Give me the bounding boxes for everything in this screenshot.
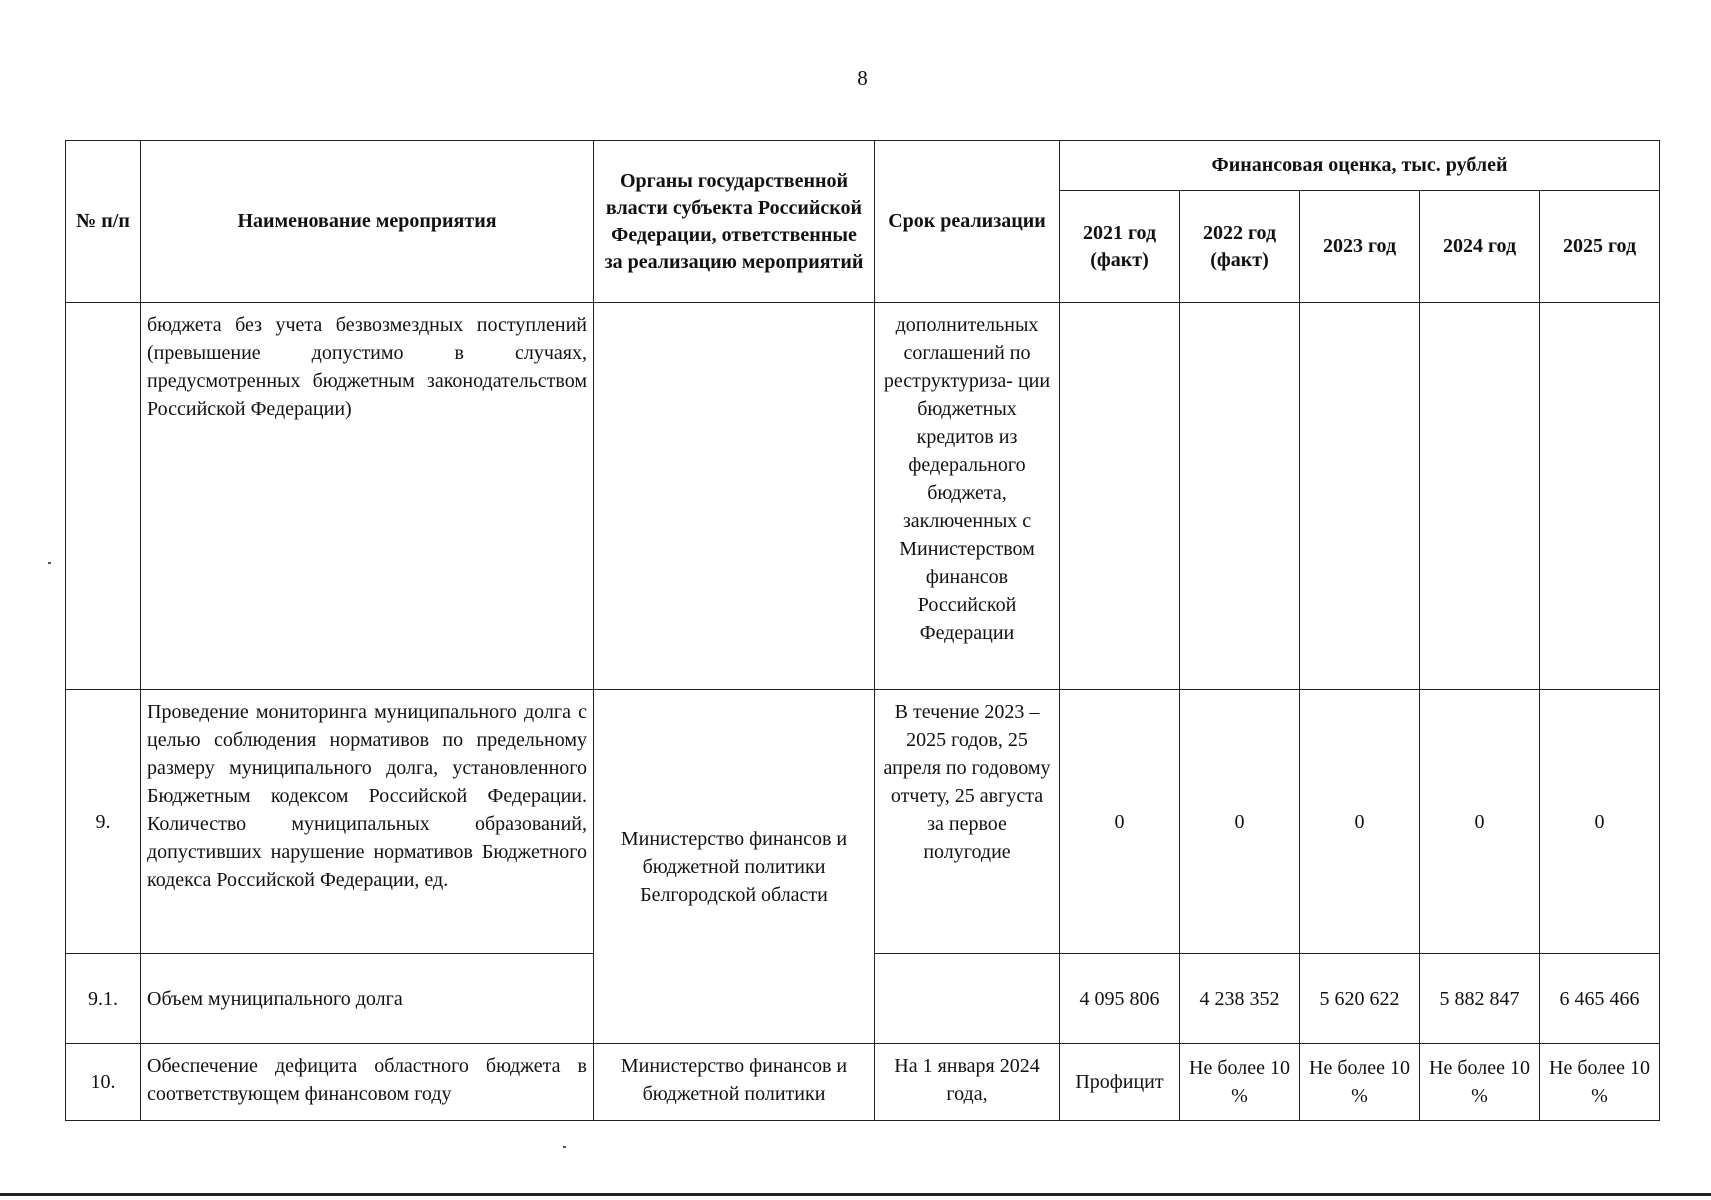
row-value	[1180, 303, 1300, 690]
header-finance: Финансовая оценка, тыс. рублей	[1060, 141, 1660, 191]
row-authority	[594, 303, 875, 690]
row-value: Профицит	[1060, 1044, 1180, 1121]
row-value: Не более 10 %	[1420, 1044, 1540, 1121]
row-value: Не более 10 %	[1180, 1044, 1300, 1121]
table-row	[66, 690, 1660, 954]
header-num: № п/п	[66, 141, 141, 303]
row-value: 5 882 847	[1420, 954, 1540, 1044]
row-name: Проведение мониторинга муниципального долга с целью соблюдения нормативов по предельному размеру муниципального долга, установленного Бюджетным кодексом Российской Федерации. Количество муниципальных образований, допустивших нарушение нормативов Бюджетного кодекса Российской Федерации, ед.	[141, 690, 594, 954]
scan-speck	[48, 562, 51, 564]
row-name: Объем муниципального долга	[141, 954, 594, 1044]
row-num: 10.	[66, 1044, 141, 1121]
table-row	[66, 1044, 1660, 1121]
header-year: 2023 год	[1300, 191, 1420, 303]
row-name: Обеспечение дефицита областного бюджета в соответствующем финансовом году	[141, 1044, 594, 1121]
row-value	[1060, 303, 1180, 690]
row-authority: Министерство финансов и бюджетной политики	[594, 1044, 875, 1121]
row-value: Не более 10 %	[1540, 1044, 1660, 1121]
row-value: Не более 10 %	[1300, 1044, 1420, 1121]
header-year: 2024 год	[1420, 191, 1540, 303]
scan-bottom-edge	[0, 1193, 1711, 1196]
table-header	[66, 141, 1660, 303]
row-term: дополнительных соглашений по реструктуриза- ции бюджетных кредитов из федерального бюджета, заключенных с Министерством финансов Российской Федерации	[875, 303, 1060, 690]
row-value: 6 465 466	[1540, 954, 1660, 1044]
row-authority: Министерство финансов и бюджетной политики Белгородской области	[594, 690, 875, 1044]
row-value	[1540, 303, 1660, 690]
row-value: 4 238 352	[1180, 954, 1300, 1044]
row-value: 0	[1300, 690, 1420, 954]
table-row	[66, 303, 1660, 690]
row-value: 4 095 806	[1060, 954, 1180, 1044]
row-value: 0	[1540, 690, 1660, 954]
header-year: 2021 год (факт)	[1060, 191, 1180, 303]
row-term: На 1 января 2024 года,	[875, 1044, 1060, 1121]
header-authority: Органы государственной власти субъекта Российской Федерации, ответственные за реализацию мероприятий	[594, 141, 875, 303]
row-num: 9.1.	[66, 954, 141, 1044]
row-value	[1420, 303, 1540, 690]
row-term	[875, 954, 1060, 1044]
row-value	[1300, 303, 1420, 690]
header-year: 2025 год	[1540, 191, 1660, 303]
scan-speck	[563, 1146, 566, 1148]
row-value: 0	[1420, 690, 1540, 954]
row-term: В течение 2023 – 2025 годов, 25 апреля по годовому отчету, 25 августа за первое полугодие	[875, 690, 1060, 954]
row-value: 0	[1060, 690, 1180, 954]
measures-table	[65, 140, 1660, 1121]
header-name: Наименование мероприятия	[141, 141, 594, 303]
row-value: 0	[1180, 690, 1300, 954]
row-num: 9.	[66, 690, 141, 954]
header-year: 2022 год (факт)	[1180, 191, 1300, 303]
row-name: бюджета без учета безвозмездных поступлений (превышение допустимо в случаях, предусмотренных бюджетным законодательством Российской Федерации)	[141, 303, 594, 690]
page-number: 8	[857, 66, 868, 90]
header-term: Срок реализации	[875, 141, 1060, 303]
row-num	[66, 303, 141, 690]
row-value: 5 620 622	[1300, 954, 1420, 1044]
